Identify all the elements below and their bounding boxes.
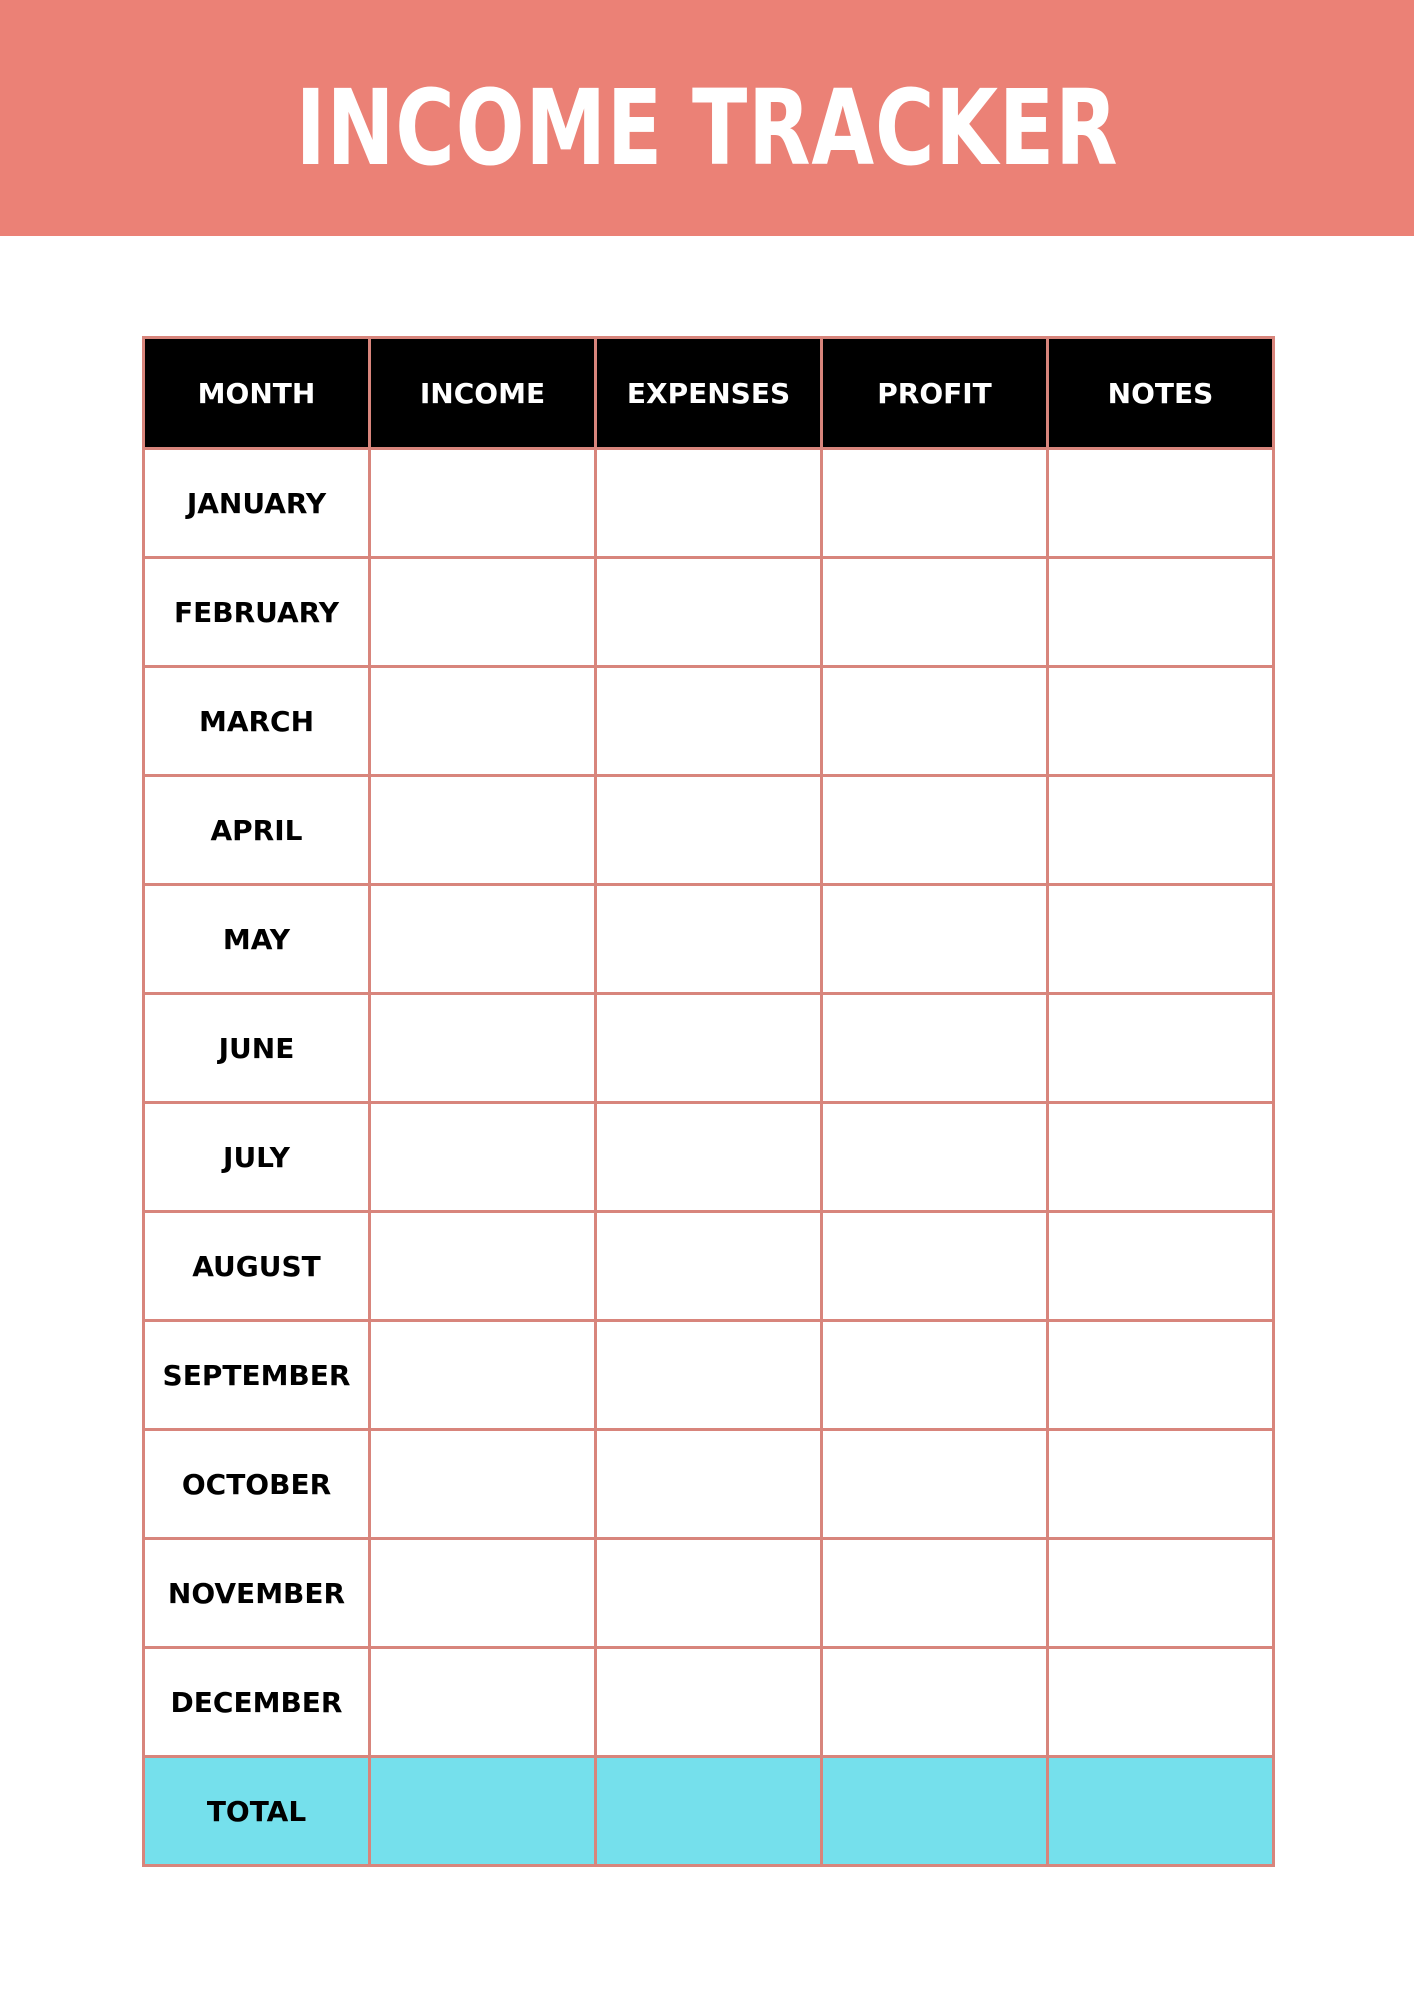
total-income-cell[interactable] [370,1757,596,1866]
profit-cell[interactable] [822,1430,1048,1539]
income-cell[interactable] [370,1539,596,1648]
expenses-cell[interactable] [596,776,822,885]
profit-cell[interactable] [822,1648,1048,1757]
expenses-cell[interactable] [596,1212,822,1321]
table-row [144,1103,1274,1212]
month-cell: SEPTEMBER [144,1321,370,1430]
notes-cell[interactable] [1048,1539,1274,1648]
profit-cell[interactable] [822,1103,1048,1212]
total-row [144,1757,1274,1866]
table-row [144,994,1274,1103]
profit-cell[interactable] [822,1212,1048,1321]
expenses-cell[interactable] [596,1539,822,1648]
table-row [144,558,1274,667]
income-cell[interactable] [370,667,596,776]
expenses-cell[interactable] [596,558,822,667]
table-row [144,449,1274,558]
table-header-row [144,338,1274,449]
total-notes-cell[interactable] [1048,1757,1274,1866]
notes-cell[interactable] [1048,994,1274,1103]
month-cell: APRIL [144,776,370,885]
expenses-cell[interactable] [596,1430,822,1539]
month-cell: AUGUST [144,1212,370,1321]
profit-cell[interactable] [822,1321,1048,1430]
expenses-cell[interactable] [596,1321,822,1430]
header-banner [0,0,1414,236]
table-row [144,885,1274,994]
total-label-cell: TOTAL [144,1757,370,1866]
notes-cell[interactable] [1048,667,1274,776]
income-cell[interactable] [370,1103,596,1212]
notes-cell[interactable] [1048,1430,1274,1539]
table-row [144,1539,1274,1648]
expenses-cell[interactable] [596,994,822,1103]
income-cell[interactable] [370,1648,596,1757]
notes-cell[interactable] [1048,1103,1274,1212]
month-cell: FEBRUARY [144,558,370,667]
income-cell[interactable] [370,776,596,885]
income-cell[interactable] [370,558,596,667]
notes-cell[interactable] [1048,1321,1274,1430]
column-header-month: MONTH [144,338,370,449]
income-cell[interactable] [370,449,596,558]
notes-cell[interactable] [1048,776,1274,885]
month-cell: JULY [144,1103,370,1212]
table-row [144,1212,1274,1321]
notes-cell[interactable] [1048,1212,1274,1321]
month-cell: MAY [144,885,370,994]
income-tracker-table [142,336,1275,1867]
notes-cell[interactable] [1048,449,1274,558]
notes-cell[interactable] [1048,885,1274,994]
total-expenses-cell[interactable] [596,1757,822,1866]
expenses-cell[interactable] [596,449,822,558]
notes-cell[interactable] [1048,1648,1274,1757]
table-row [144,1321,1274,1430]
table-row [144,776,1274,885]
table-row [144,1648,1274,1757]
notes-cell[interactable] [1048,558,1274,667]
profit-cell[interactable] [822,776,1048,885]
profit-cell[interactable] [822,994,1048,1103]
profit-cell[interactable] [822,667,1048,776]
table-row [144,1430,1274,1539]
month-cell: MARCH [144,667,370,776]
profit-cell[interactable] [822,449,1048,558]
month-cell: JUNE [144,994,370,1103]
expenses-cell[interactable] [596,667,822,776]
income-cell[interactable] [370,994,596,1103]
column-header-income: INCOME [370,338,596,449]
profit-cell[interactable] [822,558,1048,667]
month-cell: OCTOBER [144,1430,370,1539]
expenses-cell[interactable] [596,1103,822,1212]
expenses-cell[interactable] [596,885,822,994]
column-header-notes: NOTES [1048,338,1274,449]
total-profit-cell[interactable] [822,1757,1048,1866]
income-cell[interactable] [370,1321,596,1430]
month-cell: JANUARY [144,449,370,558]
column-header-profit: PROFIT [822,338,1048,449]
profit-cell[interactable] [822,1539,1048,1648]
income-cell[interactable] [370,885,596,994]
income-cell[interactable] [370,1430,596,1539]
income-cell[interactable] [370,1212,596,1321]
profit-cell[interactable] [822,885,1048,994]
table-row [144,667,1274,776]
page-title: INCOME TRACKER [295,67,1119,189]
month-cell: NOVEMBER [144,1539,370,1648]
column-header-expenses: EXPENSES [596,338,822,449]
expenses-cell[interactable] [596,1648,822,1757]
month-cell: DECEMBER [144,1648,370,1757]
